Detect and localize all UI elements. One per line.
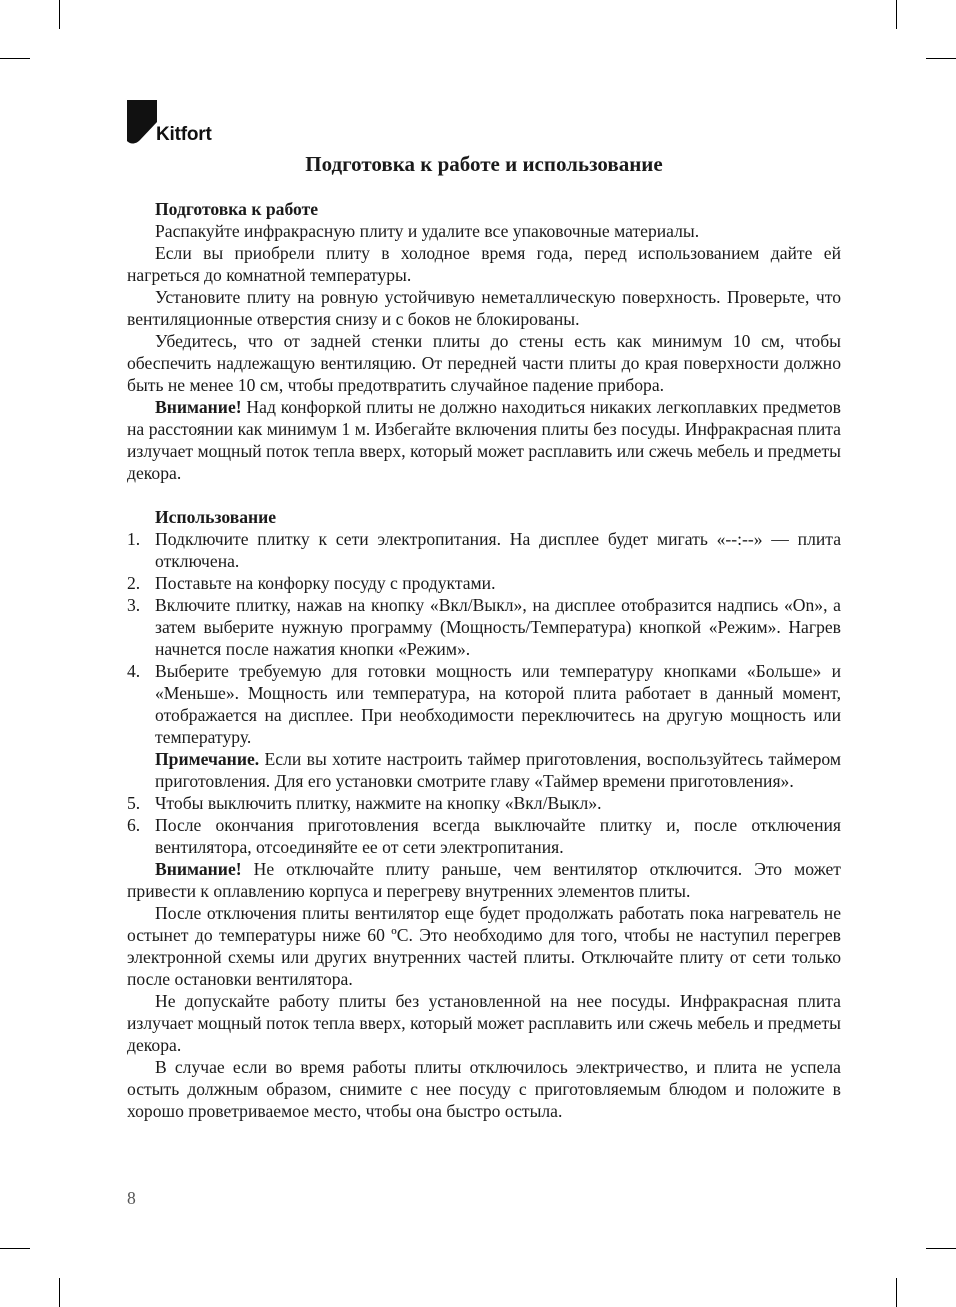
list-item-number: 4. (127, 661, 141, 681)
list-item-number: 1. (127, 529, 141, 549)
crop-mark-bottom-right-h (926, 1248, 956, 1249)
list-item (127, 528, 841, 572)
list-item-text: После окончания приготовления всегда выключайте плитку и, после отключения вентилятора, отсоединяйте ее от сети электропитания. (155, 815, 841, 857)
list-item-text: Выберите требуемую для готовки мощность или температуру кнопками «Больше» и «Меньше». Мощность или температура, на которой плита работает в данный момент, отображается на дисплее. При необходимости переключитесь на другую мощность или температуру. (155, 661, 841, 747)
warning-label: Внимание! (155, 859, 242, 879)
paragraph: Если вы приобрели плиту в холодное время года, перед использованием дайте ей нагреться до комнатной температуры. (127, 243, 841, 285)
list-item (127, 572, 841, 594)
crop-mark-bottom-left-h (0, 1248, 30, 1249)
crop-mark-top-left-v (59, 0, 60, 29)
kitfort-logo (127, 100, 247, 150)
crop-mark-top-left-h (0, 58, 30, 59)
crop-mark-top-right-v (896, 0, 897, 29)
paragraph: Убедитесь, что от задней стенки плиты до стены есть как минимум 10 см, чтобы обеспечить надлежащую вентиляцию. От передней части плиты до края поверхности должно быть не менее 10 см, чтобы предотвратить случайное падение прибора. (127, 331, 841, 395)
list-item-text: Чтобы выключить плитку, нажмите на кнопку «Вкл/Выкл». (155, 793, 602, 813)
list-item (127, 792, 841, 814)
note-label: Примечание. (155, 749, 260, 769)
paragraph: Установите плиту на ровную устойчивую неметаллическую поверхность. Проверьте, что вентиляционные отверстия снизу и с боков не блокированы. (127, 287, 841, 329)
usage-steps (127, 528, 841, 748)
warning-paragraph (127, 396, 841, 484)
list-item (127, 660, 841, 748)
section-heading-prep: Подготовка к работе (155, 199, 319, 219)
page-title: Подготовка к работе и использование (305, 152, 663, 176)
warning-text: Над конфоркой плиты не должно находиться никаких легкоплавких предметов на расстоянии как минимум 1 м. Избегайте включения плиты без посуды. Инфракрасная плита излучает мощный поток тепла вверх, который может расплавить или сжечь мебель и предметы декора. (127, 397, 841, 483)
document-body (127, 198, 841, 1122)
paragraph: Не допускайте работу плиты без установленной на нее посуды. Инфракрасная плита излучает мощный поток тепла вверх, который может расплавить или сжечь мебель и предметы декора. (127, 991, 841, 1055)
warning-label: Внимание! (155, 397, 242, 417)
paragraph: После отключения плиты вентилятор еще будет продолжать работать пока нагреватель не остынет до температуры ниже 60 ºС. Это необходимо для того, чтобы не наступил перегрев электронной схемы или других внутренних частей плиты. Отключайте плиту от сети только после остановки вентилятора. (127, 903, 841, 989)
list-item-number: 6. (127, 815, 141, 835)
list-item-number: 3. (127, 595, 141, 615)
section-heading-usage: Использование (155, 507, 277, 527)
list-item (127, 594, 841, 660)
list-item-text: Подключите плитку к сети электропитания. На дисплее будет мигать «--:--» — плита отключена. (155, 529, 841, 571)
list-item-number: 2. (127, 573, 141, 593)
list-item-text: Поставьте на конфорку посуду с продуктами. (155, 573, 496, 593)
kitfort-logo-icon (127, 100, 157, 146)
list-item-text: Включите плитку, нажав на кнопку «Вкл/Выкл», на дисплее отобразится надпись «On», а затем выберите нужную программу (Мощность/Температура) кнопкой «Режим». Нагрев начнется после нажатия кнопки «Режим». (155, 595, 841, 659)
brand-name: Kitfort (156, 124, 212, 145)
paragraph: В случае если во время работы плиты отключилось электричество, и плита не успела остыть должным образом, снимите с нее посуду с приготовляемым блюдом и положите в хорошо проветриваемое место, чтобы она быстро остыла. (127, 1057, 841, 1121)
crop-mark-bottom-right-v (896, 1278, 897, 1307)
paragraph: Распакуйте инфракрасную плиту и удалите все упаковочные материалы. (155, 221, 700, 241)
note-text: Если вы хотите настроить таймер приготовления, воспользуйтесь таймером приготовления. Для его установки смотрите главу «Таймер времени приготовления». (155, 749, 841, 791)
note-paragraph (127, 748, 841, 792)
warning-paragraph (127, 858, 841, 902)
list-item (127, 814, 841, 858)
list-item-number: 5. (127, 793, 141, 813)
warning-text: Не отключайте плиту раньше, чем вентилятор отключится. Это может привести к оплавлению корпуса и перегреву внутренних элементов плиты. (127, 859, 841, 901)
crop-mark-top-right-h (926, 58, 956, 59)
crop-mark-bottom-left-v (59, 1278, 60, 1307)
page-number: 8 (127, 1188, 136, 1208)
usage-steps-continued (127, 792, 841, 858)
